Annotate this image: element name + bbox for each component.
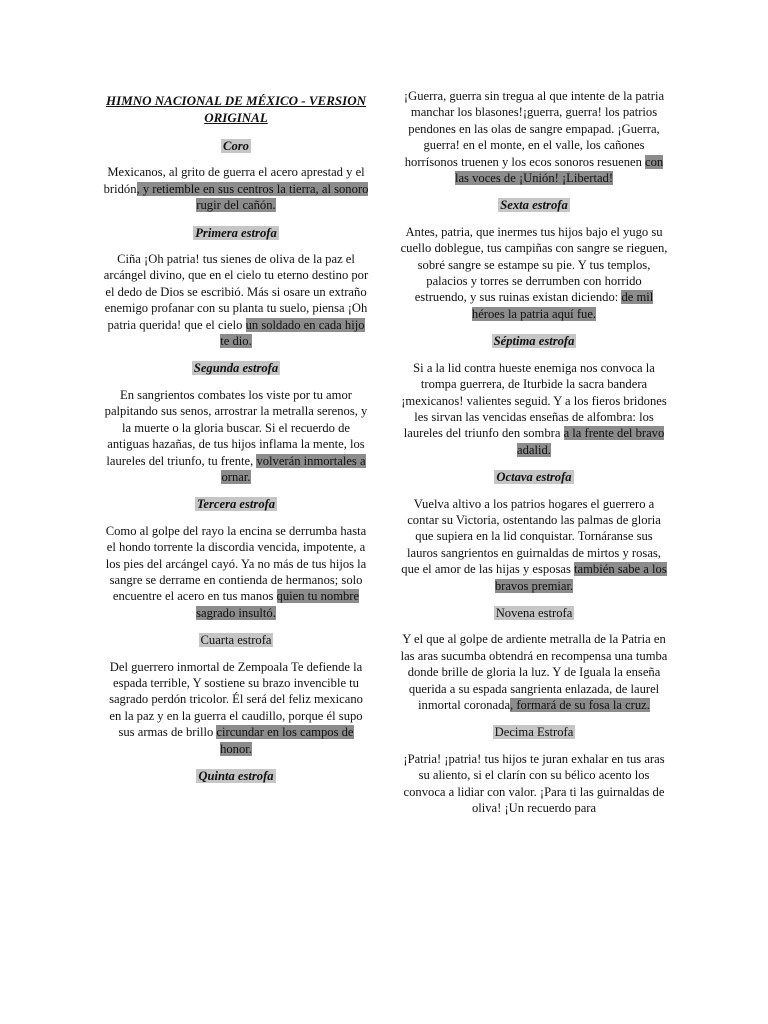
section-heading-octava-estrofa (400, 469, 668, 485)
section-heading-label: Segunda estrofa (193, 361, 279, 376)
section-heading-label: Cuarta estrofa (200, 633, 272, 648)
verse-text: En sangrientos combates los viste por tu amor palpitando sus senos, arrostrar la metralla serenos, y la muerte o la gloria buscar. Si el recuerdo de antiguas hazañas, de tus hijos inflama la mente, los laureles del triunfo, tu frente, (104, 387, 368, 468)
highlighted-verse-text: con las voces de ¡Unión! ¡Libertad! (454, 154, 664, 186)
left-column (102, 88, 370, 794)
verse-paragraph (102, 251, 370, 349)
section-heading-label: Novena estrofa (495, 605, 573, 620)
section-heading-coro (102, 138, 370, 154)
section-heading-tercera-estrofa (102, 496, 370, 512)
verse-text: ¡Patria! ¡patria! tus hijos te juran exhalar en tus aras su aliento, si el clarín con su bélico acento los convoca a lidiar con valor. ¡Para ti las guirnaldas de oliva! ¡Un recuerdo para (403, 751, 665, 816)
document-title: HIMNO NACIONAL DE MÉXICO - VERSION ORIGINAL (106, 93, 366, 125)
verse-text: Mexicanos, al grito de guerra el acero aprestad y el bridón (103, 165, 365, 196)
highlighted-verse-text: , formará de su fosa la cruz. (510, 698, 650, 712)
verse-paragraph (102, 523, 370, 621)
highlighted-verse-text: también sabe a los bravos premiar. (494, 562, 667, 593)
verse-text: Vuelva altivo a los patrios hogares el guerrero a contar su Victoria, ostentando las palmas de gloria que supiera en la lid conquistar. Tornáranse sus lauros sangrientos en guirnaldas de mirtos y rosas, que el amor de las hijas y esposas (401, 496, 661, 577)
section-heading-cuarta-estrofa (102, 632, 370, 648)
section-heading-label: Tercera estrofa (196, 497, 276, 512)
section-heading-quinta-estrofa (102, 768, 370, 784)
section-heading-label: Séptima estrofa (493, 334, 575, 349)
highlighted-verse-text: circundar en los campos de honor. (216, 725, 354, 756)
highlighted-verse-text: a la frente del bravo adalid. (517, 426, 665, 457)
highlighted-verse-text: un soldado en cada hijo te dio. (220, 317, 365, 349)
section-heading-novena-estrofa (400, 605, 668, 621)
section-heading-label: Sexta estrofa (500, 198, 568, 213)
verse-text: Del guerrero inmortal de Zempoala Te defiende la espada terrible, Y sostiene su brazo invencible tu sagrado perdón tricolor. Él será del feliz mexicano en la paz y en la guerra el caudillo, porque él supo sus armas de brillo (109, 659, 363, 740)
verse-text: Antes, patria, que inermes tus hijos bajo el yugo su cuello doblegue, tus campiñas con sangre se rieguen, sobré sangre se estampe su pie. Y tus templos, palacios y torres se derrumben con horrido estruendo, y sus ruinas existan diciendo: (400, 224, 668, 305)
section-heading-sexta-estrofa (400, 197, 668, 213)
verse-paragraph (400, 751, 668, 817)
verse-paragraph (400, 360, 668, 458)
left-sections (102, 138, 370, 784)
verse-text: ¡Guerra, guerra sin tregua al que intente de la patria manchar los blasones!¡guerra, guerra! los patrios pendones en las olas de sangre empapad. ¡Guerra, guerra! en el monte, en el valle, los cañones horrísonos truenen y los ecos sonoros resuenen (403, 89, 665, 169)
highlighted-verse-text: , y retiemble en sus centros la tierra, al sonoro rugir del cañón. (136, 181, 369, 213)
section-heading-label: Primera estrofa (195, 225, 277, 240)
verse-paragraph (400, 631, 668, 713)
highlighted-verse-text: de mil héroes la patria aquí fue. (471, 290, 654, 321)
right-sections (400, 88, 668, 816)
section-heading-label: Octava estrofa (496, 470, 572, 485)
verse-paragraph (400, 224, 668, 322)
verse-paragraph (102, 387, 370, 485)
section-heading-decima-estrofa (400, 724, 668, 740)
section-heading-label: Quinta estrofa (198, 769, 274, 783)
verse-text: Ciña ¡Oh patria! tus sienes de oliva de la paz el arcángel divino, que en el cielo tu eterno destino por el dedo de Dios se escribió. Más si osare un extraño enemigo profanar con su planta tu suelo, piensa ¡Oh patria querida! que el cielo (103, 252, 369, 332)
verse-text: Como al golpe del rayo la encina se derrumba hasta el hondo torrente la discordia vencida, impotente, a los pies del arcángel cayó. Ya no más de tus hijos la sangre se derrame en contienda de hermanos; solo encuentre el acero en tus manos (105, 523, 367, 604)
section-heading-septima-estrofa (400, 333, 668, 349)
verse-paragraph (102, 164, 370, 213)
highlighted-verse-text: quien tu nombre sagrado insultó. (196, 589, 360, 620)
section-heading-primera-estrofa (102, 225, 370, 241)
right-column (400, 88, 668, 827)
verse-text: Y el que al golpe de ardiente metralla de la Patria en las aras sucumba obtendrá en recompensa una tumba donde brille de gloria la luz. Y de Iguala la enseña querida a su espada sangrienta enlazada, de laurel inmortal coronada (400, 632, 668, 712)
section-heading-segunda-estrofa (102, 360, 370, 376)
verse-text: Si a la lid contra hueste enemiga nos convoca la trompa guerrera, de Iturbide la sacra bandera ¡mexicanos! valientes seguid. Y a los fieros bridones les sirvan las vencidas enseñas de alfombra: los laureles del triunfo den sombra (401, 360, 667, 441)
section-heading-label: Coro (223, 139, 249, 153)
verse-paragraph (102, 659, 370, 757)
verse-paragraph (400, 496, 668, 594)
highlighted-verse-text: volverán inmortales a ornar. (221, 453, 366, 484)
verse-paragraph (400, 88, 668, 186)
section-heading-label: Decima Estrofa (494, 725, 574, 740)
